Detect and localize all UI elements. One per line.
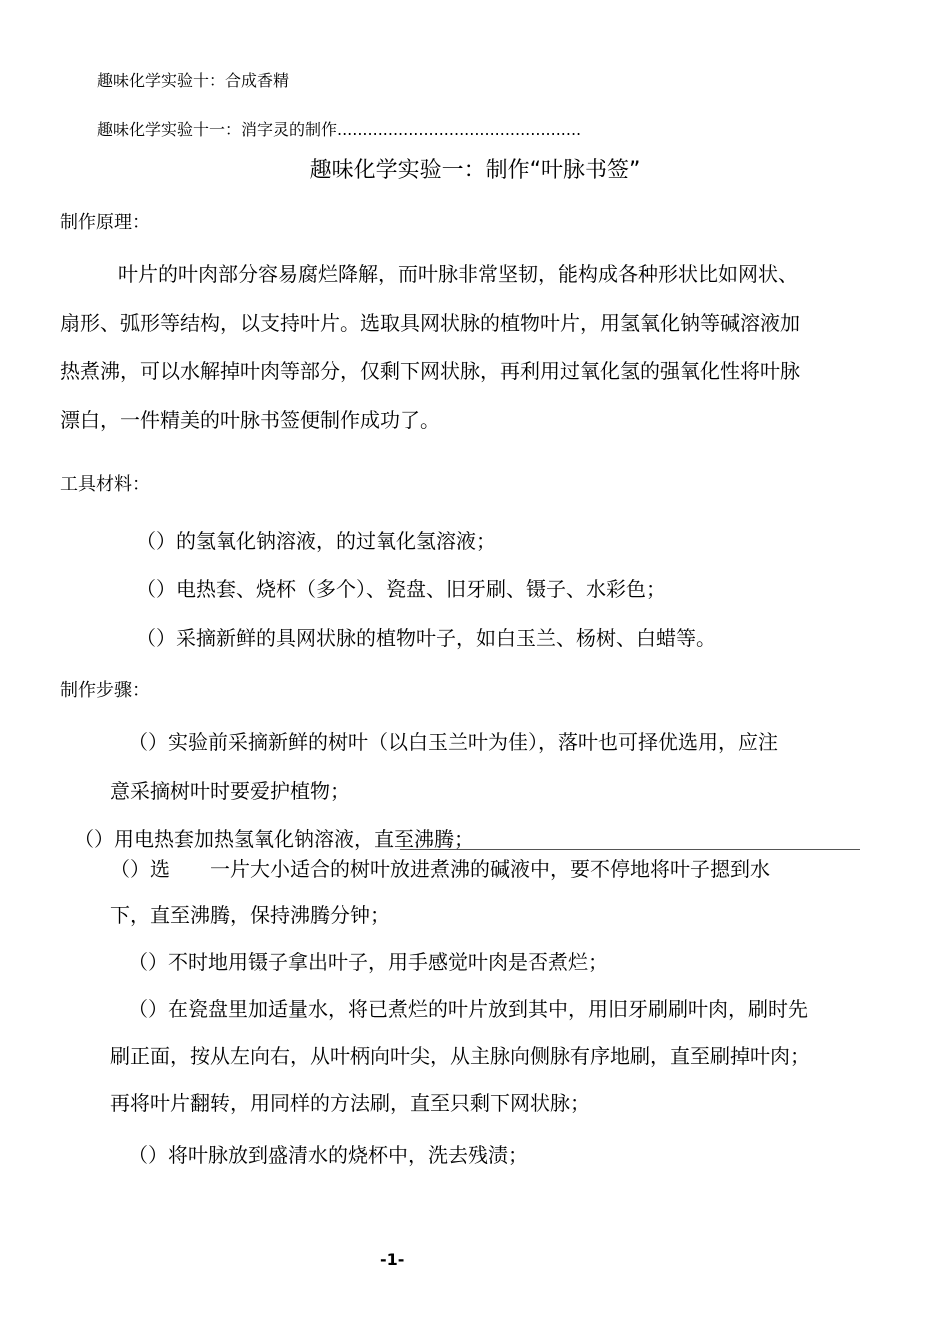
paragraph-line: 扇形、弧形等结构，以支持叶片。选取具网状脉的植物叶片，用氢氧化钠等碱溶液加 [60,311,800,335]
divider [400,849,860,850]
paragraph-line: 叶片的叶肉部分容易腐烂降解，而叶脉非常坚韧，能构成各种形状比如网状、 [118,262,798,286]
materials-heading: 工具材料： [60,474,150,495]
steps-heading: 制作步骤： [60,680,150,701]
paragraph-line: 漂白，一件精美的叶脉书签便制作成功了。 [60,408,440,432]
paragraph-line: 热煮沸，可以水解掉叶肉等部分，仅剩下网状脉，再利用过氧化氢的强氧化性将叶脉 [60,359,800,383]
page-number: -1- [380,1250,405,1269]
step-line: （）选 一片大小适合的树叶放进煮沸的碱液中，要不停地将叶子摁到水 [110,857,770,881]
step-line: （）用电热套加热氢氧化钠溶液，直至沸腾； [74,827,474,851]
step-line: （）实验前采摘新鲜的树叶（以白玉兰叶为佳），落叶也可择优选用，应注 [128,730,778,754]
list-item: （）的氢氧化钠溶液，的过氧化氢溶液； [136,529,496,553]
list-item: （）采摘新鲜的具网状脉的植物叶子，如白玉兰、杨树、白蜡等。 [136,626,716,650]
step-line: （）不时地用镊子拿出叶子，用手感觉叶肉是否煮烂； [128,950,608,974]
step-line: 刷正面，按从左向右，从叶柄向叶尖，从主脉向侧脉有序地刷，直至刷掉叶肉； [110,1044,810,1068]
list-item: （）电热套、烧杯（多个）、瓷盘、旧牙刷、镊子、水彩色； [136,577,666,601]
toc-line-1: 趣味化学实验十：合成香精 [97,71,290,90]
step-line: 下，直至沸腾，保持沸腾分钟； [110,903,390,927]
step-line: （）在瓷盘里加适量水，将已煮烂的叶片放到其中，用旧牙刷刷叶肉，刷时先 [128,997,808,1021]
step-line: 意采摘树叶时要爱护植物； [110,779,350,803]
step-line: （）将叶脉放到盛清水的烧杯中，洗去残渍； [128,1143,528,1167]
step-line: 再将叶片翻转，用同样的方法刷，直至只剩下网状脉； [110,1091,590,1115]
principle-heading: 制作原理： [60,212,150,233]
page-title: 趣味化学实验一：制作“叶脉书签” [309,158,641,183]
toc-line-2: 趣味化学实验十一：消字灵的制作................................................ [97,120,582,139]
